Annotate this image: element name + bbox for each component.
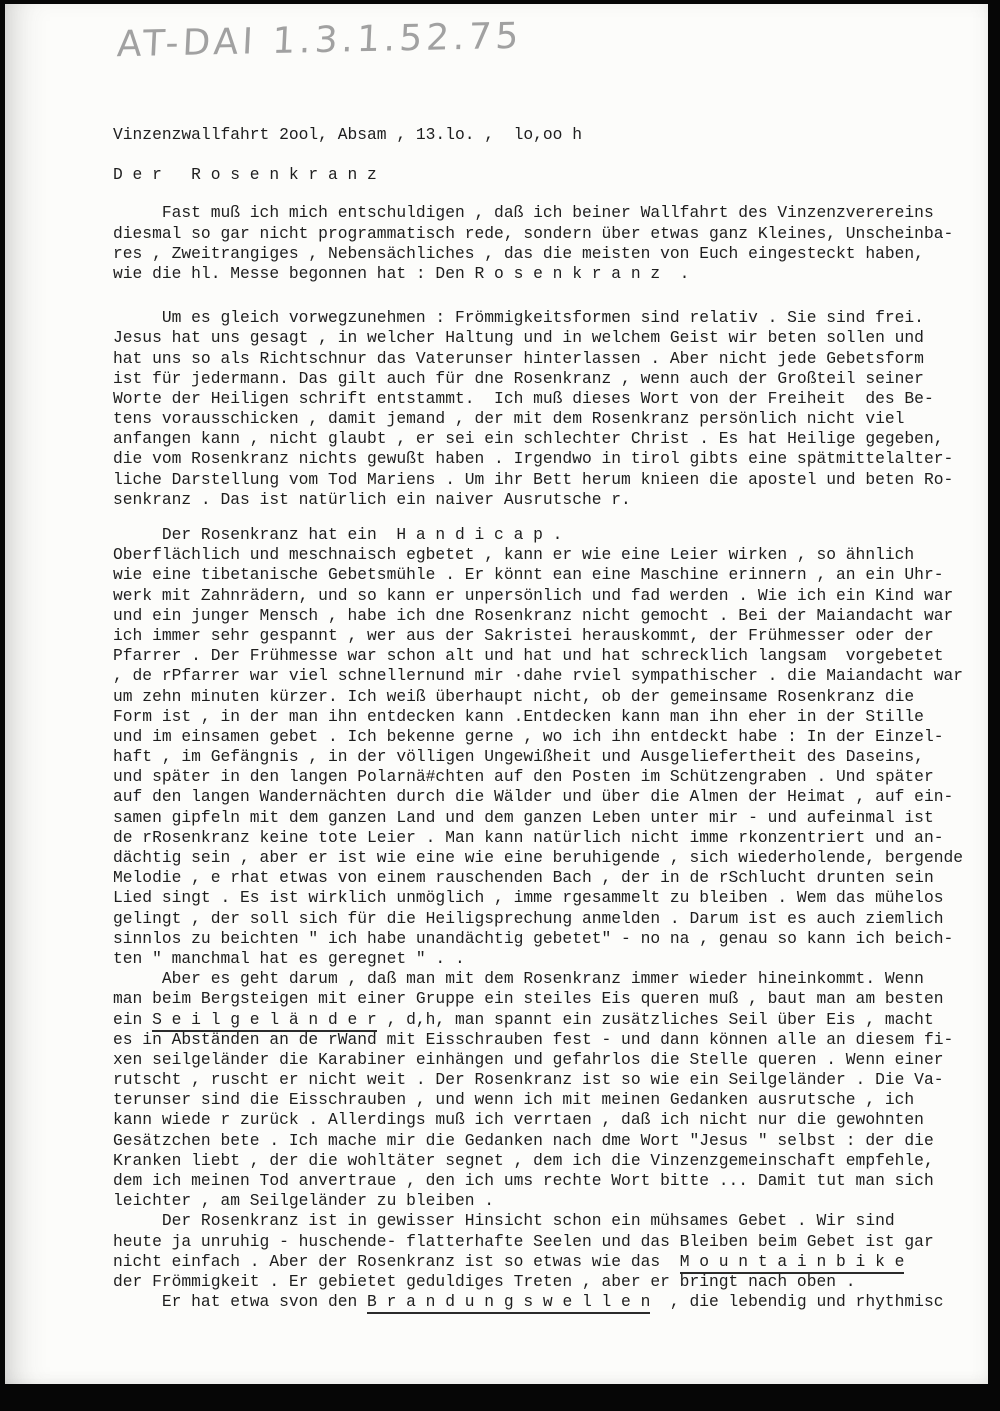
text-line — [113, 1211, 983, 1231]
paragraph — [113, 308, 983, 510]
text-line — [113, 1272, 983, 1292]
text-line — [113, 429, 983, 449]
text-segment: ich immer sehr gespannt , wer aus der Sakristei herauskommt, der Frühmesser oder der — [113, 625, 934, 645]
text-segment: Fast muß ich mich entschuldigen , daß ich beiner Wallfahrt des Vinzenzverereins — [113, 203, 934, 223]
text-segment: ist für jedermann. Das gilt auch für dne Rosenkranz , wenn auch der Großteil seiner — [113, 368, 924, 388]
text-segment: heute ja unruhig - huschende- flatterhafte Seelen und das Bleiben beim Gebet ist gar — [113, 1231, 934, 1251]
hand-underlined-phrase: S e i l g e l ä n d e r — [152, 1010, 377, 1032]
paragraph — [113, 203, 983, 284]
text-segment: Gesätzchen bete . Ich mache mir die Gedanken nach dme Wort "Jesus " selbst : der die — [113, 1130, 934, 1150]
text-segment: rutscht , ruscht er nicht weit . Der Rosenkranz ist so wie ein Seilgeländer . Die Va- — [113, 1070, 944, 1090]
text-line — [113, 707, 983, 727]
text-segment: und im einsamen gebet . Ich bekenne gerne , wo ich ihn entdeckt habe : In der Einzel- — [113, 726, 944, 746]
text-line — [113, 389, 983, 409]
text-line — [113, 1232, 983, 1252]
text-line — [113, 1171, 983, 1191]
text-segment: , d,h, man spannt ein zusätzliches Seil über Eis , macht — [376, 1009, 934, 1029]
paragraph — [113, 969, 983, 1312]
text-segment: dächtig sein , aber er ist wie eine wie eine beruhigende , sich wiederholende, bergende — [113, 848, 964, 867]
document-body — [113, 203, 983, 1312]
text-segment: dem ich meinen Tod anvertraue , den ich ums rechte Wort bitte ... Damit tut man sich — [113, 1171, 934, 1190]
text-segment: Melodie , e rhat etwas von einem rauschenden Bach , der in de rSchlucht drunten sein — [113, 868, 934, 888]
text-segment: und ein junger Mensch , habe ich dne Rosenkranz nicht gemocht . Bei der Maiandacht war — [113, 605, 954, 625]
text-line — [113, 264, 983, 284]
text-line — [113, 1110, 983, 1130]
text-segment: tens vorausschicken , damit jemand , der mit dem Rosenkranz persönlich nicht viel — [113, 409, 905, 429]
text-segment: sinnlos zu beichten " ich habe unandächtig gebetet" - no na , genau so kann ich beich- — [113, 928, 954, 948]
text-line — [113, 1191, 983, 1211]
text-line — [113, 545, 983, 565]
text-segment: samen gipfeln mit dem ganzen Land und dem ganzen Leben unter mir - und aufeinmal ist — [113, 807, 934, 827]
text-segment: Form ist , in der man ihn entdecken kann .Entdecken kann man ihn eher in der Stille — [113, 706, 924, 726]
text-line — [113, 349, 983, 369]
text-segment: Oberflächlich und meschnaisch egbetet , kann er wie eine Leier wirken , so ähnlich — [113, 545, 915, 565]
text-line — [113, 1252, 983, 1272]
text-segment: de rRosenkranz keine tote Leier . Man kann natürlich nicht imme rkonzentriert und an- — [113, 827, 944, 847]
text-segment: hat uns so als Richtschnur das Vaterunser hinterlassen . Aber nicht jede Gebetsform — [113, 348, 924, 368]
text-line — [113, 909, 983, 929]
text-line — [113, 989, 983, 1009]
text-segment: wie eine tibetanische Gebetsmühle . Er könnt ean eine Maschine erinnern , an ein Uhr- — [113, 565, 944, 585]
text-line — [113, 203, 983, 223]
text-line — [113, 586, 983, 606]
document-page — [5, 4, 988, 1384]
text-segment: Pfarrer . Der Frühmesse war schon alt und hat und hat schrecklich langsam vorgebetet — [113, 646, 944, 666]
text-line — [113, 868, 983, 888]
text-line — [113, 328, 983, 348]
text-line — [113, 727, 983, 747]
text-line — [113, 767, 983, 787]
text-line — [113, 244, 983, 264]
text-segment: Um es gleich vorwegzunehmen : Frömmigkeitsformen sind relativ . Sie sind frei. — [113, 308, 924, 328]
text-line — [113, 626, 983, 646]
text-segment: leichter , am Seilgeländer zu bleiben . — [113, 1191, 495, 1211]
text-segment: werk mit Zahnrädern, und so kann er unpersönlich und fad werden . Wie ich ein Kind war — [113, 585, 954, 605]
text-segment: Jesus hat uns gesagt , in welcher Haltung und in welchem Geist wir beten sollen und — [113, 328, 924, 348]
text-segment: , die lebendig und rhythmisc — [650, 1292, 944, 1312]
text-segment: wie die hl. Messe begonnen hat : Den R o s e n k r a n z . — [113, 263, 690, 283]
text-line — [113, 308, 983, 328]
text-line — [113, 1131, 983, 1151]
text-line — [113, 1090, 983, 1110]
text-line — [113, 1050, 983, 1070]
text-line — [113, 848, 983, 868]
text-line — [113, 449, 983, 469]
text-segment: senkranz . Das ist natürlich ein naiver Ausrutsche r. — [113, 489, 631, 509]
text-line — [113, 1070, 983, 1090]
text-segment: haft , im Gefängnis , in der völligen Ungewißheit und Ausgeliefertheit des Daseins, — [113, 747, 924, 767]
hand-underlined-phrase: M o u n t a i n b i k e — [680, 1252, 905, 1274]
text-segment: diesmal so gar nicht programmatisch rede, sondern über etwas ganz Kleines, Unscheinba- — [113, 223, 954, 243]
text-line — [113, 606, 983, 626]
text-segment: Er hat etwa svon den — [113, 1292, 368, 1312]
text-segment: die vom Rosenkranz nichts gewußt haben . Irgendwo in tirol gibts eine spätmittelalter- — [113, 449, 954, 469]
text-line — [113, 666, 983, 686]
text-segment: res , Zweitrangiges , Nebensächliches , das die meisten von Euch eingesteckt haben, — [113, 243, 924, 263]
text-segment: ten " manchmal hat es geregnet " . . — [113, 948, 465, 968]
text-segment: xen seilgeländer die Karabiner einhängen und gefahrlos die Stelle queren . Wenn einer — [113, 1049, 944, 1069]
text-segment: Aber es geht darum , daß man mit dem Rosenkranz immer wieder hineinkommt. Wenn — [113, 969, 924, 989]
text-segment: liche Darstellung vom Tod Mariens . Um ihr Bett herum knieen die apostel und beten Ro- — [113, 469, 954, 489]
text-segment: um zehn minuten kürzer. Ich weiß überhaupt nicht, ob der gemeinsame Rosenkranz die — [113, 686, 915, 706]
text-segment: anfangen kann , nicht glaubt , er sei ein schlechter Christ . Es hat Heilige gegeben, — [113, 429, 944, 449]
text-line — [113, 687, 983, 707]
text-segment: und später in den langen Polarnä#chten auf den Posten im Schützengraben . Und später — [113, 767, 934, 787]
text-segment: man beim Bergsteigen mit einer Gruppe ein steiles Eis queren muß , baut man am besten — [113, 989, 944, 1009]
text-line — [113, 470, 983, 490]
text-line — [113, 949, 983, 969]
text-line — [113, 525, 983, 545]
text-line — [113, 565, 983, 585]
text-line — [113, 808, 983, 828]
text-line — [113, 747, 983, 767]
text-line — [113, 224, 983, 244]
text-line — [113, 1030, 983, 1050]
text-segment: der Frömmigkeit . Er gebietet geduldiges Treten , aber er bringt nach oben . — [113, 1271, 856, 1291]
text-segment: Kranken liebt , der die wohltäter segnet , dem ich die Vinzenzgemeinschaft empfehle, — [113, 1150, 934, 1170]
text-segment: gelingt , der soll sich für die Heiligsprechung anmelden . Darum ist es auch ziemlich — [113, 908, 944, 928]
text-segment: Worte der Heiligen schrift entstammt. Ich muß dieses Wort von der Freiheit des Be- — [113, 388, 934, 408]
text-segment: terunser sind die Eisschrauben , und wenn ich mit meinen Gedanken ausrutsche , ich — [113, 1090, 915, 1110]
text-line — [113, 1010, 983, 1030]
text-line — [113, 1151, 983, 1171]
paragraph — [113, 525, 983, 969]
text-segment: Lied singt . Es ist wirklich unmöglich , imme rgesammelt zu bleiben . Wem das mühelos — [113, 888, 944, 908]
text-line — [113, 369, 983, 389]
text-segment: Der Rosenkranz hat ein H a n d i c a p . — [113, 525, 563, 544]
archive-reference-handwritten: AT-DAI 1.3.1.52.75 — [116, 15, 524, 66]
text-line — [113, 1292, 983, 1312]
document-title: D e r R o s e n k r a n z — [113, 165, 377, 185]
text-line — [113, 929, 983, 949]
text-line — [113, 787, 983, 807]
text-segment: ein — [113, 1009, 153, 1029]
document-header-line: Vinzenzwallfahrt 2ool, Absam , 13.lo. , lo,oo h — [113, 125, 582, 144]
document-content — [113, 125, 983, 1312]
text-line — [113, 888, 983, 908]
text-segment: kann wiede r zurück . Allerdings muß ich verrtaen , daß ich nicht nur die gewohnten — [113, 1110, 924, 1130]
text-line — [113, 969, 983, 989]
text-segment: nicht einfach . Aber der Rosenkranz ist so etwas wie das — [113, 1251, 680, 1271]
text-line — [113, 409, 983, 429]
text-line — [113, 646, 983, 666]
text-line — [113, 490, 983, 510]
text-line — [113, 828, 983, 848]
hand-underlined-phrase: B r a n d u n g s w e l l e n — [367, 1292, 650, 1314]
text-segment: , de rPfarrer war viel schnellernund mir ·dahe rviel sympathischer . die Maiandacht war — [113, 666, 964, 686]
text-segment: es in Abständen an de rWand mit Eisschrauben fest - und dann können alle an diesem fi- — [113, 1029, 954, 1049]
text-segment: Der Rosenkranz ist in gewisser Hinsicht schon ein mühsames Gebet . Wir sind — [113, 1211, 895, 1231]
text-segment: auf den langen Wandernächten durch die Wälder und über die Almen der Heimat , auf ein- — [113, 787, 954, 807]
